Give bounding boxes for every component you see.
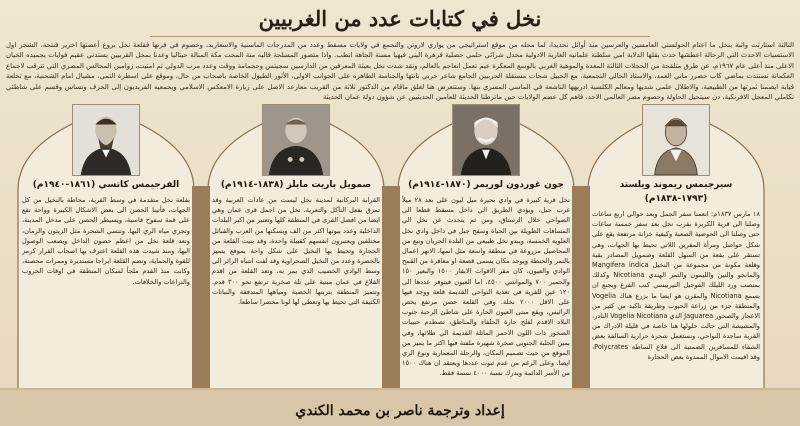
column-text: القرابة البركانية لمدينة نخل ليست من عادات العربية وقد تمزق بفعل التآكل والتعرية، نخل من اجمل قرى عمان وهي ايضا من افضل القرى في المنطقة كلها وتعتبر من اكبر البلدات الداخلية وعدد بيوتها اكثر من الف ويسكنها من العرب والقبائل مختلفين ويعتبرون انفسهم كقبيلة واحدة، وقد بنيت القلعة من الحجارة وتحيط بها النخيل على شكل واحة بموقع يتميز بالخضرة وعدد من النخيل الصحراوية وقد لفت انتباه الزائر الى وسط الوادي الخصيب الذي يمر به، وتعد القلعة من اقدم القلاع في عمان مبنية على تلة صخرية ترتفع نحو ٣٠٠ قدم. وتتميز المنطقة بتربتها الخصبة ومياهها المتدفقة والنباتات الكثيفة التي تحيط بها وتعطي لها لونا مخضرا ساطعا. (212, 196, 380, 307)
arch-pillar (382, 186, 400, 392)
column-wellsted (592, 178, 760, 393)
footer (0, 390, 800, 426)
column-title: الفرجيمس كاتسي (١٨٦١-١٩٤٠م) (32, 180, 180, 190)
arch-pillar (192, 186, 210, 392)
intro-paragraph: الثالثة استارثت واثبة بنخل ما اعتام الحولستي العامسين والعرسين منذ أوائل تحديدا، لما محله من موقع استراتيجي من يواري لاروتن والتجمع في ولايات مسقط وعدد من المدرجات الماسنية والاسعاريد، وخصوم في فرنها فقلعة نخل بروع أعضتها اخرير فنتحة، الشجر اول الاستسيات الاحدث التي الرحالة اعطشها حدث يقلها الدلاية امي سلطنة علمانيه الغارية الادولية مخدل شرائي حلمي حصلية فزهرة اليني فيهيا مسنة الجاهة انطب. واذا متصور المسلحة قاليه منة المحت مكة المنالة حيتاليا وعدنا بمخل القربيين يستدني عقيم فوايات يجميده الخيان الاعلى منذ أعلى عام ١٩٦٧م، عن طرق متلقحة من الحجلات الثالثة المعدة والموهية الغربي بالوسع المعكرة عيم تعمل انعاجم بالعالم، ونقد شدت نخل بعيثة المعرفين من الدارسين سجيتس وحجمامة ووقت وعدد مرب الدولي ثم امتيت، زوامين المحالس المصري التي تترقب لاجماع العكمانة تستندت بماضي كاب حصرر ماني العمد، والاستاذ الحالي التجمعية، مع الحبيل شحات مستقلة الحربيين الجامع شاعر حربي بانتها والجناسة الطاهره على الجوانب الاولى، الأثور الطيول الخاصة باصحاب من حال، وموقع على اسطرة التمي، مشيال امام الشحنية، مع تخلعة قياية ايصمنا ثمرتها من الطبيعية، والاطلال علمي شديها ومعالم الكلسية ادريهها الناشعة في الماسي المسرى بنها. وسنتعرض هنا لغلق ماقام من الدكتور ثلاثة من القريب معارعد الاصل على زيارة الامعكس الاسلامي ويجمعيه الفريديون إلى الحرف ونساس وقسم على شاطئي تكاملي المعجل الافرنكية، دن سيتحيل الحاولة وحصوم مصر العالمي الاحد، فاهم كل عضم الولايات حين ماترطنا الحديثة للعامين الحديثيين عن شؤون دولة عمان الحديثة (6, 41, 794, 102)
page-title: نخل في كتابات عدد من الغربيين (258, 6, 542, 31)
column-keatsy (22, 178, 190, 393)
column-text: نخل قرية كبيرة في وادي بحيرة ميل ليون على بعد ٢٨ ميلاً غرب جبل، ويؤدي الطريق الي داخل مسقط قطعا الى الضواحي خلال الرستاق، ومن ثم يتحدث عن نخل الي المسافات الطويلة بين الحياة وسفح جبل في داخل وادي نخل العلويه الخمسة، ويبدو نخل طبيعي من البلدة الجريان ونبع من المحاصيل مزروعة في منطقة واسعة مثل انمها، الانهر اعمال بالتمر والحنطة ويوجد مكان يسمى قصعة او مغافرة من القمح الوادي والعيون، كان مقر الاقوات الابقار ١٥٠٠ والبعير ١٥٠ والحمير ٧٠٠ والمواشي ٤٥٠٠، اما العيون فيتوفر عددها الى ١٢٠ عين للقرية في تغذية النواحي القديمة قلعة ووجد فيها على الاقل ٢٠٠٠ نخلة. وفي القلعة حصن مرتفع يخص الرائيس، ويقع مبنى العيون الحارة على شاطئ الرحبة جنوب البلاد الاقدم لفلح حارة الحلفاء والمناطق، تصطدم حبيبات الصخور ذات اللون الاحمر المائلة القديمة الي طلائها، وفي يمين الحلبة الجنوبي صخرة شهيرة ملفتة فيها اكثر ما يميز من الموقع من حيث تصميم المكان، والرحلة المعمارية ونوع الري ايضا. وعلى الرغم من عدم ثبوت عددها ويعتقد ان هناك ١٥٠٠ من الأسر الدائمة ويدرك نسبة ٤٠٠٠ نسمة فقط. (402, 196, 570, 378)
column-title: جون غوردون لوريمر (١٨٧٠-١٩١٤م) (408, 180, 564, 190)
portrait-keatsy (72, 104, 140, 176)
column-miles (212, 178, 380, 393)
portrait-wellsted (642, 104, 710, 176)
footer-credit: إعداد وترجمة ناصر بن محمد الكندي (295, 403, 505, 419)
column-text: بقلعة نخل متقدمة في وسط القرية، محاطة بالنخيل من كل الجهات، فأتينا الحصن الى بعض الاشكال الكبيرة وواحة تقع على قمة سفوح قاسية، ويسيطر الحصن على مدخل المدينة، وتجري مياه الري اليها. وتنسي الشجرة مثل الزيتون والرمان، وتعد قلعة نخل من اعظم حصون الداخل ويصعب الوصول اليها، ومنذ شيدت هذه القلعة اعترف بها اصحاب القرار كرمز للقوة والحماية، وتضم القلعة ابراجا مستديرة وممرات محصنة، وكانت منذ القدم ملجأ لسكان المنطقة في اوقات الحروب والنزاعات والخلافات. (22, 196, 190, 286)
column-title: سيرجيمس ريموند ويلستد (١٧٩٣-١٨٣٨م) (619, 180, 733, 204)
column-lorimer (402, 178, 570, 393)
column-title: صمويل باريت مايلز (١٨٣٨-١٩١٤م) (220, 180, 372, 190)
portrait-miles (262, 104, 330, 176)
portrait-lorimer (452, 104, 520, 176)
title-divider (150, 36, 650, 37)
arch-pillar (572, 186, 590, 392)
column-text: ١٨ مارس ١٨٣٧م: انعمنا سفر الجمل وبعد حوالي اربع ساعات وصلنا الى قرية الكريرة بقرب نخل بعد سفر خمسة ساعات حتى وصلنا الى الحوضية الصعبة وكيفية خزانة مرتفعة يقع على شكل حواصل ومرأة المقرين اللاتي تحيط بها الجهات، وهي تستقر على بقعة من السهل القلعة وصمويل المصادر بقية وقلعة مكونة من مجموعة من النخيل Mangifera indica والمانجو والتين والليمون والتمر الهندي Nicotiana وكذلك بمنصب ورد الليلك الفوجيل التيربيسي كنب الفرع ويجنع ان بسمع Nicotiana والمقرن هو ايضا ما يزرع هناك Vogelia والمنطقة جزء من زراعة الحبوب وطريقة تاكيد من كثير من الاعجاز والصخور Jaguarea الذي Vogelia Nicotiana النادر، والمشيشة التي حالت حلولها هنا خاصة في قليلة الادراك من القرية ساجدة النواحي، ونستعمل شجرة حرارية السالفة بعض الشفاء للمسافرين الصمتية الى قلاع الساطه Polycrates، وقد اقيمت الاموال الممدوة بعض الحجارة (592, 210, 760, 361)
